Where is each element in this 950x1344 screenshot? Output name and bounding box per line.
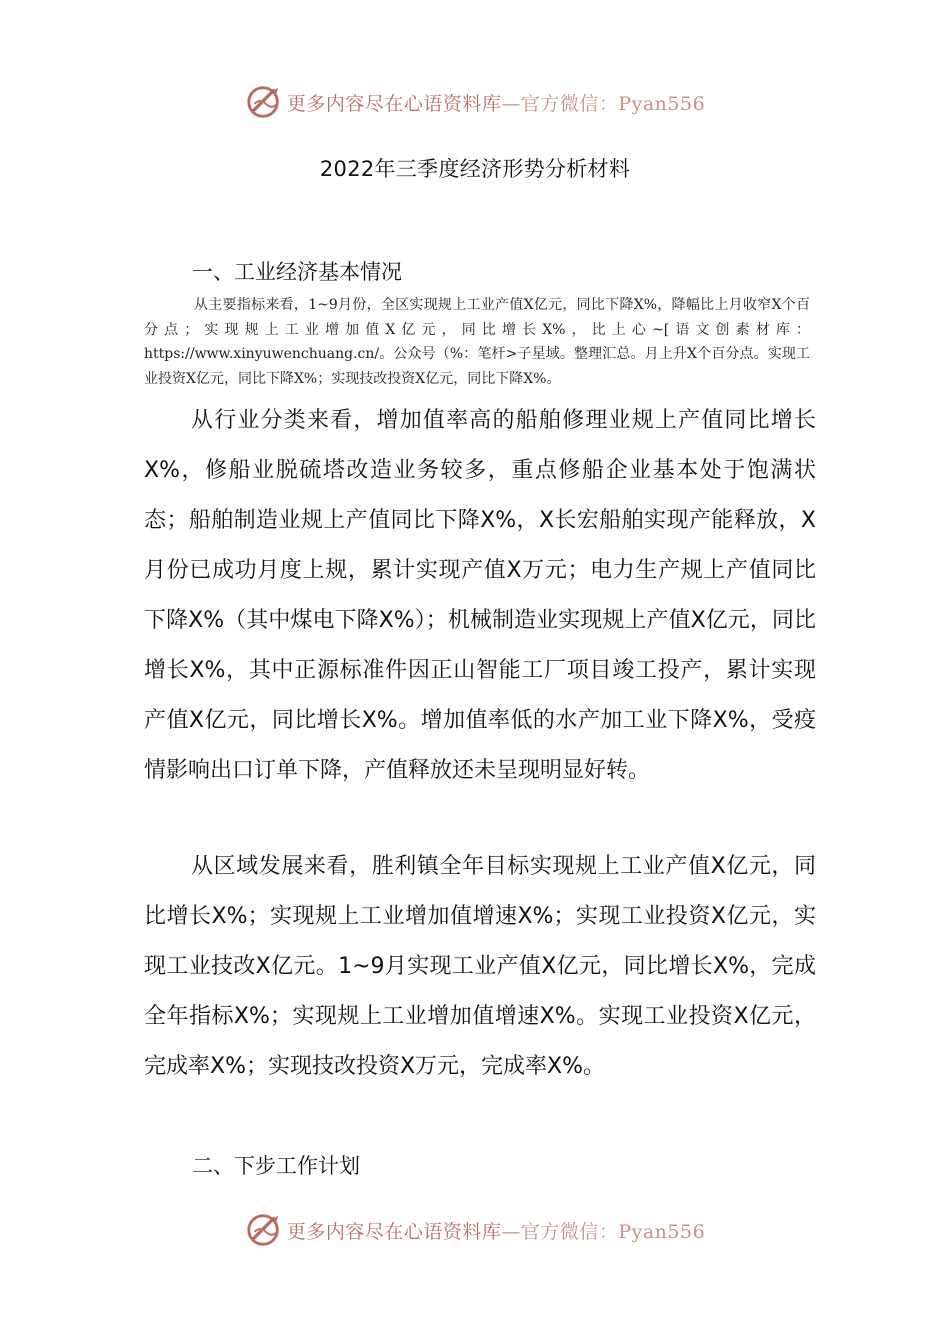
footer-watermark-banner [0,1208,950,1252]
watermark-text [287,1217,705,1244]
document-title: 2022年三季度经济形势分析材料 [319,157,631,181]
pen-logo-icon [245,83,283,121]
section1-heading: 一、工业经济基本情况 [192,260,402,284]
section2-heading: 二、下步工作计划 [192,1154,360,1178]
paragraph-main-indicators: 从主要指标来看，1~9月份，全区实现规上工业产值X亿元，同比下降X%，降幅比上月收窄X个百分点；实现规上工业增加值X亿元，同比增长X%，比上心~[语文创素材库：https://www.xinyuwenchuang.cn/。公众号（%：笔杆>子星域。整理汇总。月上升X个百分点。实现工业投资X亿元，同比下降X%；实现技改投资X亿元，同比下降X%。 [144,297,810,387]
paragraph-regional-development: 从区域发展来看，胜利镇全年目标实现规上工业产值X亿元，同比增长X%；实现规上工业增加值增速X%；实现工业投资X亿元，实现工业技改X亿元。1~9月实现工业产值X亿元，同比增长X%，完成全年指标X%；实现规上工业增加值增速X%。实现工业投资X亿元，完成率X%；实现技改投资X万元，完成率X%。 [144,854,816,1079]
watermark-text [287,89,705,116]
paragraph-industry-classification: 从行业分类来看，增加值率高的船舶修理业规上产值同比增长X%，修船业脱硫塔改造业务较多，重点修船企业基本处于饱满状态；船舶制造业规上产值同比下降X%，X长宏船舶实现产能释放，X月份已成功月度上规，累计实现产值X万元；电力生产规上产值同比下降X%（其中煤电下降X%）；机械制造业实现规上产值X亿元，同比增长X%，其中正源标准件因正山智能工厂项目竣工投产，累计实现产值X亿元，同比增长X%。增加值率低的水产加工业下降X%，受疫情影响出口订单下降，产值释放还未呈现明显好转。 [144,408,816,783]
watermark-contact-text: —官方微信：Pyan556 [501,1220,706,1243]
watermark-contact-text: —官方微信：Pyan556 [501,92,706,115]
watermark-main-text: 更多内容尽在心语资料库 [286,1220,502,1243]
header-watermark-banner [0,80,950,124]
pen-logo-icon [245,1211,283,1249]
watermark-main-text: 更多内容尽在心语资料库 [286,92,502,115]
